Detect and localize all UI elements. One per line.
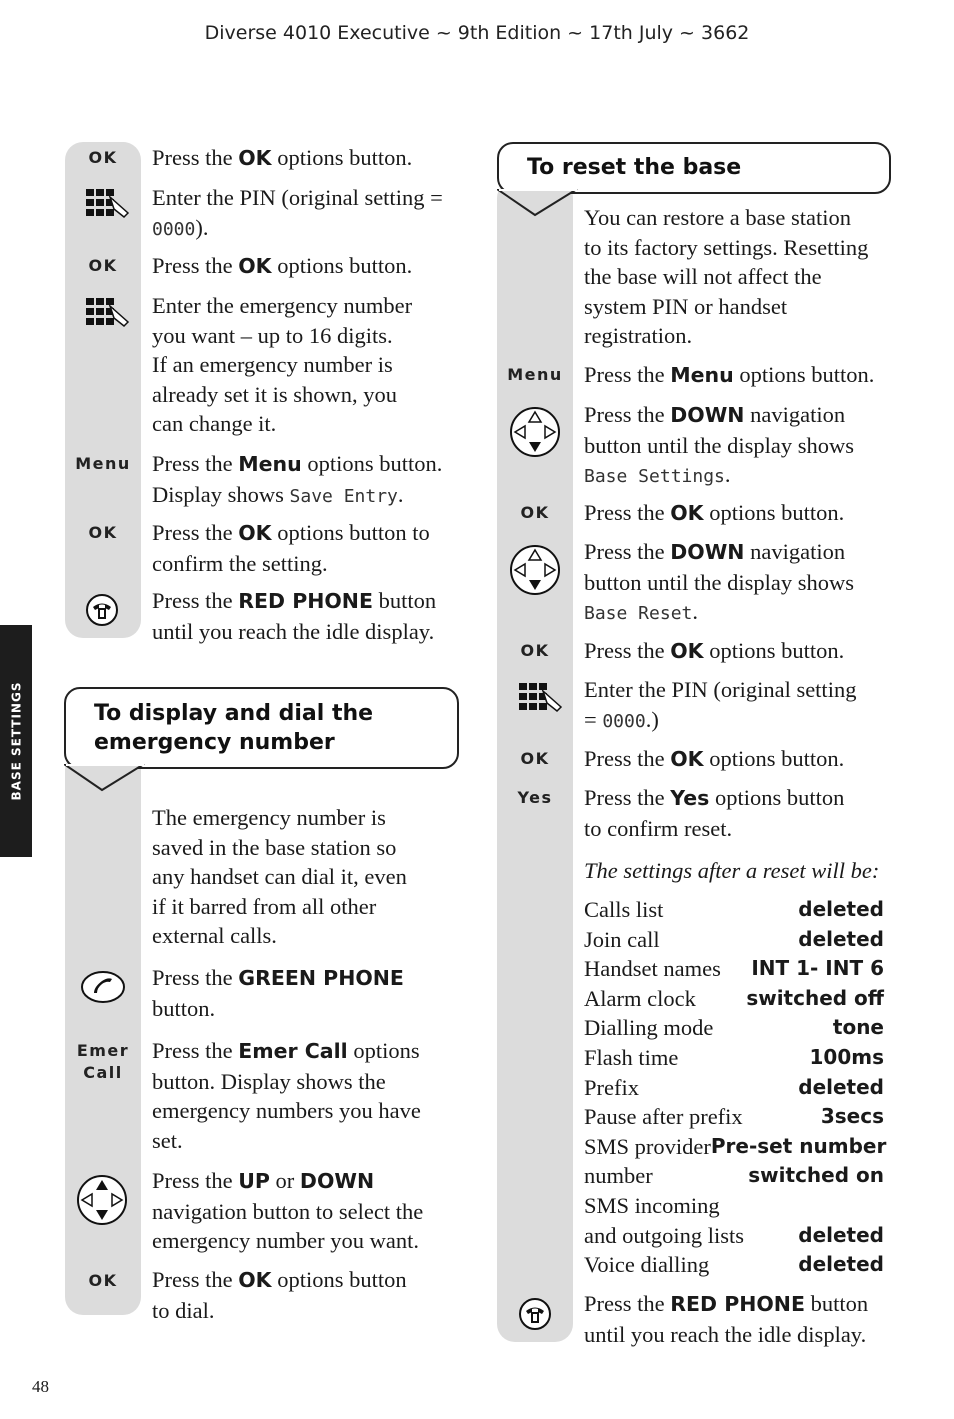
- page-header: Diverse 4010 Executive ~ 9th Edition ~ 17th July ~ 3662: [204, 22, 750, 44]
- step-text: Press the GREEN PHONE button.: [152, 965, 404, 1021]
- reset-settings-list: [584, 895, 887, 1280]
- step-text: Press the DOWN navigation button until the display shows Base Reset.: [584, 539, 854, 624]
- red-phone-icon: [517, 1296, 553, 1332]
- step-text: Press the OK options button.: [584, 746, 845, 771]
- ok-label: OK: [520, 641, 550, 660]
- red-phone-icon: [84, 592, 120, 628]
- navigation-button-icon: [509, 544, 561, 596]
- reset-section-title: To reset the base: [497, 142, 891, 194]
- settings-row: Prefix deleted: [584, 1074, 884, 1100]
- settings-row: and outgoing lists deleted: [584, 1222, 884, 1248]
- ok-label: OK: [88, 1271, 118, 1290]
- navigation-button-icon: [76, 1174, 128, 1226]
- ok-label: OK: [520, 503, 550, 522]
- step-text: Press the Yes options button to confirm reset.: [584, 785, 845, 841]
- bubble-tail: [64, 764, 148, 794]
- step-text: Enter the PIN (original setting = 0000).: [152, 185, 443, 240]
- settings-row: SMS incoming: [584, 1192, 720, 1218]
- settings-row: Handset names INT 1- INT 6: [584, 956, 884, 982]
- keypad-icon: [84, 187, 134, 223]
- step-text: Press the Menu options button. Display shows Save Entry.: [152, 451, 443, 507]
- step-text: Press the Emer Call options button. Display shows the emergency numbers you have set.: [152, 1038, 421, 1153]
- ok-label: OK: [88, 148, 118, 167]
- settings-row: number switched on: [584, 1163, 884, 1189]
- step-text: Press the Menu options button.: [584, 362, 875, 387]
- page-number: 48: [32, 1377, 49, 1396]
- step-text: Press the DOWN navigation button until the display shows Base Settings.: [584, 402, 854, 487]
- settings-row: Dialling mode tone: [584, 1015, 884, 1041]
- step-text: Enter the emergency number you want – up to 16 digits. If an emergency number is already set it is shown, you can change it.: [152, 293, 413, 436]
- ok-label: OK: [88, 523, 118, 542]
- step-text: Press the RED PHONE button until you reach the idle display.: [152, 588, 437, 644]
- bubble-tail: [497, 189, 581, 219]
- settings-row: SMS provider Pre-set number: [584, 1133, 887, 1159]
- step-text: Press the OK options button to dial.: [152, 1267, 407, 1323]
- settings-row: Join call deleted: [584, 926, 884, 952]
- settings-row: Flash time 100ms: [584, 1044, 884, 1070]
- display-section-strip: [65, 752, 141, 1315]
- step-text: Press the OK options button.: [584, 500, 845, 525]
- settings-heading: The settings after a reset will be:: [584, 858, 880, 883]
- settings-row: Calls list deleted: [584, 897, 884, 922]
- emer-call-label: Emer Call: [76, 1041, 130, 1082]
- side-tab-label: BASE SETTINGS: [9, 681, 23, 801]
- menu-label: Menu: [507, 365, 563, 384]
- step-text: Press the OK options button.: [152, 145, 413, 170]
- step-text: Press the OK options button.: [152, 253, 413, 278]
- settings-row: Alarm clock switched off: [584, 985, 884, 1011]
- menu-label: Menu: [75, 454, 131, 473]
- step-text: Press the OK options button.: [584, 638, 845, 663]
- ok-label: OK: [88, 256, 118, 275]
- green-phone-icon: [80, 969, 126, 1005]
- keypad-icon: [517, 681, 567, 717]
- step-text: Press the OK options button to confirm the setting.: [152, 520, 430, 576]
- step-text: Enter the PIN (original setting = 0000.): [584, 677, 857, 732]
- display-intro: The emergency number is saved in the base station so any handset can dial it, even if it barred from all other external calls.: [152, 805, 407, 948]
- step-text: Press the RED PHONE button until you reach the idle display.: [584, 1291, 869, 1347]
- side-tab: [0, 625, 32, 857]
- reset-intro: You can restore a base station to its factory settings. Resetting the base will not affect the system PIN or handset registration.: [584, 205, 869, 348]
- settings-row: Voice dialling deleted: [584, 1252, 884, 1278]
- navigation-button-icon: [509, 406, 561, 458]
- step-text: Press the UP or DOWN navigation button to select the emergency number you want.: [152, 1168, 424, 1253]
- ok-label: OK: [520, 749, 550, 768]
- settings-row: Pause after prefix 3secs: [584, 1104, 884, 1130]
- display-section-title: To display and dial the emergency number: [64, 687, 459, 769]
- keypad-icon: [84, 296, 134, 332]
- yes-label: Yes: [517, 788, 553, 807]
